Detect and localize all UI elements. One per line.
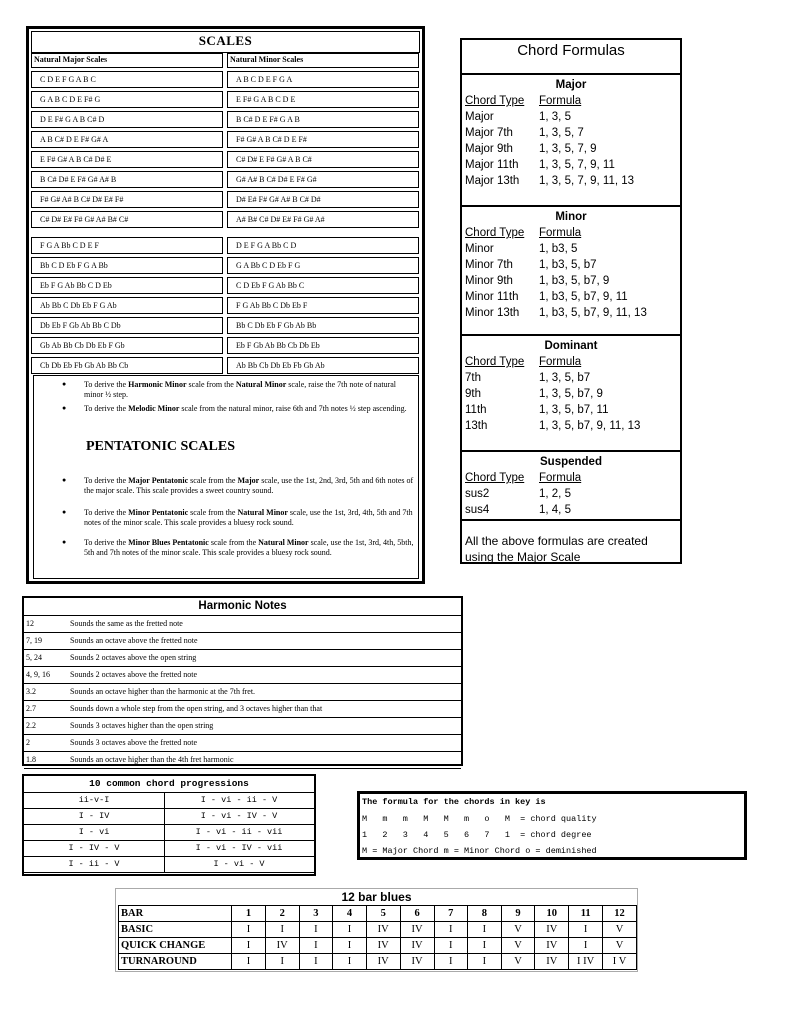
chord-row xyxy=(465,159,615,171)
harmonic-fret: 2 xyxy=(26,738,30,747)
progression-right: I - vi - ii - vii xyxy=(195,827,283,837)
blues-row-label: BASIC xyxy=(119,922,232,938)
scale-row: E F# G# A B C# D# E xyxy=(31,151,223,168)
note-text: Natural Minor xyxy=(237,508,288,517)
progression-row xyxy=(24,793,314,809)
chord-row xyxy=(465,488,571,500)
bar-number: 2 xyxy=(265,906,299,922)
note-text: scale, raise the 7th note of natural minor ½ step. xyxy=(84,380,397,399)
scale-row: F G Ab Bb C Db Eb F xyxy=(227,297,419,314)
scale-row: D E F G A Bb C D xyxy=(227,237,419,254)
scales-panel xyxy=(26,26,425,584)
blues-row-label: QUICK CHANGE xyxy=(119,938,232,954)
note-text: Melodic Minor xyxy=(128,404,180,413)
note-text: To derive the xyxy=(84,476,129,485)
note-text: scale, use the 1st, 3rd, 4th, 5th and 7th notes of the minor scale. This scale provides a bluesy rock sound. xyxy=(84,508,413,527)
chord-progressions-title: 10 common chord progressions xyxy=(24,776,314,793)
scale-row: Gb Ab Bb Cb Db Eb F Gb xyxy=(31,337,223,354)
harmonic-description: Sounds an octave above the fretted note xyxy=(70,636,198,645)
blues-chord: I xyxy=(434,938,468,954)
chord-row xyxy=(465,372,590,384)
blues-chord: I xyxy=(232,954,266,970)
scale-row: A B C D E F G A xyxy=(227,71,419,88)
chord-type-header: Chord Type xyxy=(465,227,525,239)
harmonic-row xyxy=(24,667,461,684)
blues-chord: I xyxy=(333,922,367,938)
blues-chord: I xyxy=(569,922,603,938)
chord-type: sus2 xyxy=(465,488,490,500)
harmonic-fret: 5, 24 xyxy=(26,653,42,662)
chord-type: Minor 9th xyxy=(465,275,513,287)
blues-chord: I xyxy=(232,922,266,938)
note-text: scale from the natural minor, raise 6th and 7th notes ½ step ascending. xyxy=(179,404,407,413)
blues-row xyxy=(119,922,637,938)
blues-chord: IV xyxy=(366,938,400,954)
progression-left: I - IV - V xyxy=(24,841,165,856)
scale-row: G A B C D E F# G xyxy=(31,91,223,108)
chord-type: sus4 xyxy=(465,504,490,516)
progression-left: I - vi xyxy=(24,825,165,840)
bar-number: 1 xyxy=(232,906,266,922)
blues-chord: V xyxy=(501,922,535,938)
progression-row xyxy=(24,825,314,841)
scale-row: D# E# F# G# A# B C# D# xyxy=(227,191,419,208)
chord-row xyxy=(465,291,628,303)
note-text: Natural Minor xyxy=(235,380,287,389)
chord-type: 9th xyxy=(465,388,481,400)
major-flat-scales xyxy=(31,237,223,374)
chord-row xyxy=(465,388,603,400)
bar-number: 10 xyxy=(535,906,569,922)
progression-row xyxy=(24,841,314,857)
melodic-minor-note xyxy=(84,404,414,414)
scales-title: SCALES xyxy=(31,31,420,53)
scale-row: C# D# E F# G# A B C# xyxy=(227,151,419,168)
scale-row: B C# D# E F# G# A# B xyxy=(31,171,223,188)
key-formula-title: The formula for the chords in key is xyxy=(362,797,546,807)
harmonic-row xyxy=(24,684,461,701)
harmonic-row xyxy=(24,633,461,650)
bar-number: 6 xyxy=(400,906,434,922)
harmonic-description: Sounds 2 octaves above the fretted note xyxy=(70,670,198,679)
harmonic-description: Sounds an octave higher than the 4th fret harmonic xyxy=(70,755,234,764)
chord-row xyxy=(465,243,577,255)
key-formula-quality: M m m M M m o M = chord quality xyxy=(362,814,597,824)
minor-scales-header: Natural Minor Scales xyxy=(227,53,419,68)
bar-number: 4 xyxy=(333,906,367,922)
scale-row: Cb Db Eb Fb Gb Ab Bb Cb xyxy=(31,357,223,374)
scale-row: C D E F G A B C xyxy=(31,71,223,88)
chord-section-title: Suspended xyxy=(540,456,602,468)
chord-formula: 1, 3, 5 xyxy=(539,111,571,123)
formula-header: Formula xyxy=(539,472,582,484)
footer-line-1: All the above formulas are created xyxy=(465,534,648,548)
progression-right: I - vi - ii - V xyxy=(200,795,278,805)
blues-chord: I xyxy=(434,922,468,938)
blues-chord: IV xyxy=(400,922,434,938)
harmonic-row xyxy=(24,650,461,667)
key-formula-panel xyxy=(357,791,747,860)
chord-row xyxy=(465,504,571,516)
harmonic-notes-title: Harmonic Notes xyxy=(24,598,461,616)
scale-row: C D Eb F G Ab Bb C xyxy=(227,277,419,294)
note-text: scale, use the 1st, 3rd, 4th, 5bth, 5th and 7th notes of the minor scale. This scale provides a bluesy rock sound. xyxy=(84,538,414,557)
progression-row xyxy=(24,809,314,825)
scale-row: A B C# D E F# G# A xyxy=(31,131,223,148)
chord-type: Major 7th xyxy=(465,127,513,139)
blues-chord: IV xyxy=(400,938,434,954)
bar-number: 9 xyxy=(501,906,535,922)
scale-row: A# B# C# D# E# F# G# A# xyxy=(227,211,419,228)
minor-blues-pentatonic-note xyxy=(84,538,414,557)
progression-left: I - ii - V xyxy=(24,857,165,872)
blues-chord: IV xyxy=(535,938,569,954)
harmonic-description: Sounds down a whole step from the open string, and 3 octaves higher than that xyxy=(70,704,323,713)
harmonic-minor-note xyxy=(84,380,414,399)
chord-formula: 1, 3, 5, b7, 9 xyxy=(539,388,603,400)
chord-formula: 1, 3, 5, b7, 11 xyxy=(539,404,609,416)
chord-section-dominant xyxy=(462,334,680,452)
harmonic-row xyxy=(24,718,461,735)
chord-row xyxy=(465,111,571,123)
blues-row-label: TURNAROUND xyxy=(119,954,232,970)
progression-right: I - vi - IV - V xyxy=(200,811,278,821)
major-scales-header: Natural Major Scales xyxy=(31,53,223,68)
key-formula-legend: M = Major Chord m = Minor Chord o = deminished xyxy=(362,846,597,856)
harmonic-description: Sounds 3 octaves higher than the open string xyxy=(70,721,214,730)
note-text: Harmonic Minor xyxy=(128,380,187,389)
harmonic-description: Sounds the same as the fretted note xyxy=(70,619,183,628)
note-text: Minor Pentatonic xyxy=(128,508,189,517)
bar-number: 3 xyxy=(299,906,333,922)
chord-progressions-panel xyxy=(22,774,316,876)
bar-number: 12 xyxy=(603,906,637,922)
scale-row: Ab Bb Cb Db Eb Fb Gb Ab xyxy=(227,357,419,374)
chord-section-title: Major xyxy=(555,79,587,91)
harmonic-description: Sounds an octave higher than the harmonic at the 7th fret. xyxy=(70,687,256,696)
note-text: To derive the xyxy=(84,538,129,547)
scale-row: F G A Bb C D E F xyxy=(31,237,223,254)
formula-header: Formula xyxy=(539,95,582,107)
bar-number: 8 xyxy=(468,906,502,922)
chord-row xyxy=(465,175,634,187)
note-text: scale from the xyxy=(186,380,236,389)
scale-row: E F# G A B C D E xyxy=(227,91,419,108)
blues-header-label: BAR xyxy=(119,906,232,922)
blues-chord: IV xyxy=(366,954,400,970)
note-text: To derive the xyxy=(84,380,129,389)
minor-pentatonic-note xyxy=(84,508,414,527)
chord-section-title: Minor xyxy=(555,211,587,223)
scale-row: G A Bb C D Eb F G xyxy=(227,257,419,274)
blues-chord: V xyxy=(603,938,637,954)
harmonic-fret: 12 xyxy=(26,619,34,628)
note-text: To derive the xyxy=(84,404,129,413)
key-formula-degree: 1 2 3 4 5 6 7 1 = chord degree xyxy=(362,830,592,840)
harmonic-description: Sounds 2 octaves above the open string xyxy=(70,653,197,662)
scale-row: Db Eb F Gb Ab Bb C Db xyxy=(31,317,223,334)
blues-chord: I xyxy=(468,954,502,970)
minor-scales-column xyxy=(227,51,419,374)
blues-chord: I xyxy=(299,954,333,970)
note-text: Major xyxy=(237,476,260,485)
chord-formula: 1, b3, 5 xyxy=(539,243,578,255)
formula-header: Formula xyxy=(539,227,582,239)
blues-chord: I xyxy=(333,938,367,954)
chord-row xyxy=(465,307,647,319)
note-text: scale from the xyxy=(208,538,259,547)
blues-chord: IV xyxy=(366,922,400,938)
chord-row xyxy=(465,127,584,139)
chord-type: Major 9th xyxy=(465,143,513,155)
chord-column-headers xyxy=(465,95,581,107)
formula-header: Formula xyxy=(539,356,582,368)
scale-row: B C# D E F# G A B xyxy=(227,111,419,128)
scale-row: D E F# G A B C# D xyxy=(31,111,223,128)
bar-number: 11 xyxy=(569,906,603,922)
blues-chord: I xyxy=(468,922,502,938)
blues-chord: I xyxy=(265,922,299,938)
bar-number: 7 xyxy=(434,906,468,922)
harmonic-row xyxy=(24,735,461,752)
pentatonic-title: PENTATONIC SCALES xyxy=(86,439,235,454)
chord-formula: 1, 3, 5, 7, 9 xyxy=(539,143,597,155)
note-text: scale from the xyxy=(188,476,238,485)
twelve-bar-blues-panel xyxy=(115,888,638,972)
chord-type: 7th xyxy=(465,372,481,384)
chord-formulas-footer xyxy=(462,519,680,562)
blues-chord: I xyxy=(333,954,367,970)
note-text: To derive the xyxy=(84,508,129,517)
scale-row: Bb C D Eb F G A Bb xyxy=(31,257,223,274)
chord-formula: 1, b3, 5, b7, 9, 11, 13 xyxy=(539,307,647,319)
blues-chord: IV xyxy=(535,922,569,938)
chord-formula: 1, 3, 5, b7, 9, 11, 13 xyxy=(539,420,641,432)
blues-chord: I xyxy=(468,938,502,954)
note-text: scale from the xyxy=(188,508,238,517)
minor-flat-scales xyxy=(227,237,419,374)
chord-column-headers xyxy=(465,227,581,239)
chord-formula: 1, 2, 5 xyxy=(539,488,571,500)
major-sharp-scales xyxy=(31,71,223,228)
chord-formula: 1, 3, 5, 7, 9, 11 xyxy=(539,159,615,171)
chord-type: 11th xyxy=(465,404,487,416)
chord-type: Major 13th xyxy=(465,175,520,187)
chord-formula: 1, 3, 5, b7 xyxy=(539,372,591,384)
blues-chord: V xyxy=(501,954,535,970)
blues-chord: I xyxy=(569,938,603,954)
progression-row xyxy=(24,857,314,873)
chord-type: Major xyxy=(465,111,494,123)
blues-chord: I IV xyxy=(569,954,603,970)
blues-row xyxy=(119,938,637,954)
blues-chord: IV xyxy=(265,938,299,954)
chord-row xyxy=(465,275,609,287)
blues-chord: IV xyxy=(400,954,434,970)
progression-left: ii-v-I xyxy=(24,793,165,808)
harmonic-fret: 1.8 xyxy=(26,755,36,764)
harmonic-description: Sounds 3 octaves above the fretted note xyxy=(70,738,198,747)
scale-row: F# G# A# B C# D# E# F# xyxy=(31,191,223,208)
note-text: Minor Blues Pentatonic xyxy=(128,538,209,547)
harmonic-fret: 2.2 xyxy=(26,721,36,730)
scale-row: Ab Bb C Db Eb F G Ab xyxy=(31,297,223,314)
chord-formula: 1, 4, 5 xyxy=(539,504,571,516)
footer-line-2: using the Major Scale xyxy=(465,550,581,564)
blues-chord: IV xyxy=(535,954,569,970)
chord-row xyxy=(465,420,640,432)
blues-table xyxy=(118,905,637,970)
note-text: scale, use the 1st, 2nd, 3rd, 5th and 6th notes of the major scale. This scale provides a sweet country sound. xyxy=(84,476,414,495)
harmonic-notes-panel xyxy=(22,596,463,766)
blues-chord: I xyxy=(232,938,266,954)
bar-number: 5 xyxy=(366,906,400,922)
scale-row: Eb F G Ab Bb C D Eb xyxy=(31,277,223,294)
blues-chord: I V xyxy=(603,954,637,970)
harmonic-fret: 7, 19 xyxy=(26,636,42,645)
progression-right: I - vi - IV - vii xyxy=(195,843,283,853)
blues-row xyxy=(119,954,637,970)
chord-type-header: Chord Type xyxy=(465,356,525,368)
scale-row: C# D# E# F# G# A# B# C# xyxy=(31,211,223,228)
chord-type: 13th xyxy=(465,420,488,432)
scale-notes xyxy=(33,375,419,579)
chord-type-header: Chord Type xyxy=(465,95,525,107)
harmonic-row xyxy=(24,701,461,718)
chord-type: Minor 13th xyxy=(465,307,520,319)
chord-row xyxy=(465,259,597,271)
chord-section-suspended xyxy=(462,450,680,521)
blues-chord: I xyxy=(299,938,333,954)
scale-row: Eb F Gb Ab Bb Cb Db Eb xyxy=(227,337,419,354)
chord-type: Minor 7th xyxy=(465,259,513,271)
chord-formulas-panel xyxy=(460,38,682,564)
harmonic-fret: 3.2 xyxy=(26,687,36,696)
scale-row: G# A# B C# D# E F# G# xyxy=(227,171,419,188)
major-scales-column xyxy=(31,51,223,374)
minor-sharp-scales xyxy=(227,71,419,228)
blues-title: 12 bar blues xyxy=(341,890,412,904)
chord-row xyxy=(465,404,608,416)
blues-chord: I xyxy=(265,954,299,970)
blues-chord: V xyxy=(603,922,637,938)
chord-type: Major 11th xyxy=(465,159,519,171)
blues-header-row xyxy=(119,906,637,922)
progression-left: I - IV xyxy=(24,809,165,824)
note-text: Major Pentatonic xyxy=(128,476,189,485)
harmonic-row xyxy=(24,752,461,769)
chord-formula: 1, 3, 5, 7 xyxy=(539,127,584,139)
chord-row xyxy=(465,143,597,155)
blues-chord: I xyxy=(434,954,468,970)
chord-formula: 1, b3, 5, b7 xyxy=(539,259,597,271)
chord-column-headers xyxy=(465,472,581,484)
chord-column-headers xyxy=(465,356,581,368)
chord-formula: 1, b3, 5, b7, 9, 11 xyxy=(539,291,628,303)
scale-row: Bb C Db Eb F Gb Ab Bb xyxy=(227,317,419,334)
blues-chord: V xyxy=(501,938,535,954)
harmonic-fret: 4, 9, 16 xyxy=(26,670,50,679)
chord-formula: 1, b3, 5, b7, 9 xyxy=(539,275,610,287)
harmonic-row xyxy=(24,616,461,633)
progression-right: I - vi - V xyxy=(213,859,265,869)
chord-type: Minor 11th xyxy=(465,291,519,303)
chord-section-title: Dominant xyxy=(544,340,598,352)
blues-chord: I xyxy=(299,922,333,938)
chord-section-minor xyxy=(462,205,680,336)
chord-formulas-title: Chord Formulas xyxy=(462,40,680,75)
chord-type: Minor xyxy=(465,243,494,255)
major-pentatonic-note xyxy=(84,476,414,495)
harmonic-fret: 2.7 xyxy=(26,704,36,713)
chord-formula: 1, 3, 5, 7, 9, 11, 13 xyxy=(539,175,635,187)
note-text: Natural Minor xyxy=(258,538,309,547)
scale-row: F# G# A B C# D E F# xyxy=(227,131,419,148)
chord-section-major xyxy=(462,75,680,205)
chord-type-header: Chord Type xyxy=(465,472,525,484)
